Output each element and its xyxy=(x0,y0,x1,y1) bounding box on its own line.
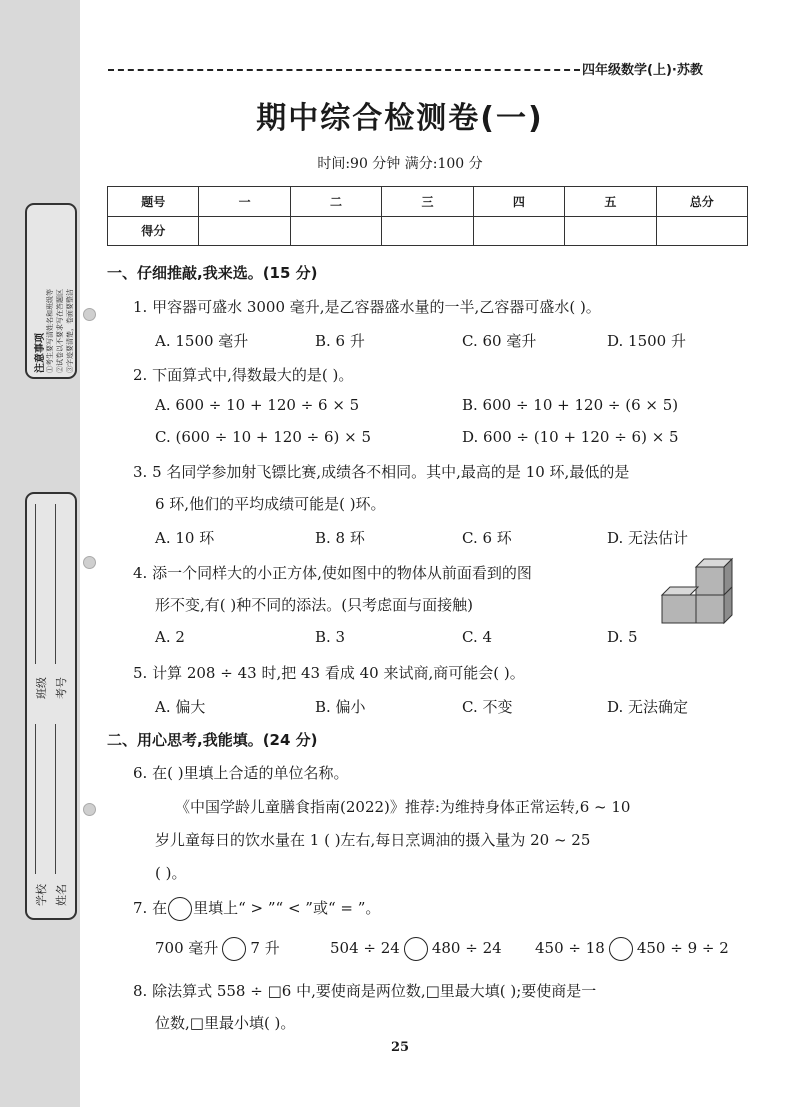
compare-item xyxy=(155,937,280,961)
option: A. 600 ÷ 10 + 120 ÷ 6 × 5 xyxy=(155,396,360,414)
score-cell[interactable] xyxy=(473,216,564,246)
binding-hole xyxy=(83,556,96,569)
option: A. 2 xyxy=(155,628,185,646)
question-stem-part: 里填上“ > ”“ < ”或“ = ”。 xyxy=(193,899,381,917)
column-header: 总分 xyxy=(656,187,747,217)
score-cell[interactable] xyxy=(656,216,747,246)
binding-hole xyxy=(83,308,96,321)
question-stem: 5. 计算 208 ÷ 43 时,把 43 看成 40 来试商,商可能会( )。 xyxy=(133,664,525,682)
option: B. 6 升 xyxy=(315,332,365,350)
option: D. 1500 升 xyxy=(607,332,686,350)
compare-circle[interactable] xyxy=(222,937,246,961)
notes-box xyxy=(25,203,77,379)
compare-left: 700 毫升 xyxy=(155,939,219,957)
column-header: 五 xyxy=(565,187,656,217)
option: C. 不变 xyxy=(462,698,513,716)
section-title: 二、用心思考,我能填。(24 分) xyxy=(107,731,318,749)
option: A. 偏大 xyxy=(155,698,206,716)
note-line: ②试卷以不要求写在答题区 xyxy=(56,289,64,373)
question-stem: 2. 下面算式中,得数最大的是( )。 xyxy=(133,366,354,384)
column-header: 四 xyxy=(473,187,564,217)
cube-figure xyxy=(656,557,736,627)
section-title: 一、仔细推敲,我来选。(15 分) xyxy=(107,264,318,282)
time-and-score: 时间:90 分钟 满分:100 分 xyxy=(317,156,483,172)
row-label: 得分 xyxy=(108,216,199,246)
option: C. 60 毫升 xyxy=(462,332,537,350)
option: D. 无法估计 xyxy=(607,529,689,547)
exam-no-line xyxy=(55,504,56,664)
name-label: 姓名 xyxy=(55,884,68,906)
score-cell[interactable] xyxy=(382,216,473,246)
page-title: 期中综合检测卷(一) xyxy=(256,101,544,136)
class-label: 班级 xyxy=(35,677,48,699)
header-dashed-line xyxy=(108,69,580,71)
option: D. 600 ÷ (10 + 120 ÷ 6) × 5 xyxy=(462,428,679,446)
column-header: 二 xyxy=(290,187,381,217)
notes-title: 注意事项 xyxy=(35,333,46,373)
question-stem-cont: 位数,□里最小填( )。 xyxy=(155,1014,296,1032)
option: B. 3 xyxy=(315,628,346,646)
name-line xyxy=(55,724,56,874)
table-row xyxy=(108,187,748,217)
option: B. 偏小 xyxy=(315,698,366,716)
option: D. 5 xyxy=(607,628,638,646)
note-line: ①考生要写清姓名和班级等 xyxy=(46,289,54,373)
book-label: 四年级数学(上)·苏教 xyxy=(582,63,703,78)
score-cell[interactable] xyxy=(199,216,290,246)
question-stem-part: 7. 在 xyxy=(133,899,168,917)
binding-hole xyxy=(83,803,96,816)
question-stem: 1. 甲容器可盛水 3000 毫升,是乙容器盛水量的一半,乙容器可盛水( )。 xyxy=(133,298,601,316)
compare-left: 504 ÷ 24 xyxy=(330,939,400,957)
option: C. (600 ÷ 10 + 120 ÷ 6) × 5 xyxy=(155,428,372,446)
option: A. 1500 毫升 xyxy=(155,332,249,350)
compare-left: 450 ÷ 18 xyxy=(535,939,605,957)
column-header: 三 xyxy=(382,187,473,217)
question-stem xyxy=(133,897,380,921)
option: C. 6 环 xyxy=(462,529,512,547)
question-stem-cont: 6 环,他们的平均成绩可能是( )环。 xyxy=(155,495,386,513)
option: B. 600 ÷ 10 + 120 ÷ (6 × 5) xyxy=(462,396,679,414)
option: B. 8 环 xyxy=(315,529,365,547)
question-stem: 6. 在( )里填上合适的单位名称。 xyxy=(133,764,349,782)
score-table xyxy=(107,186,748,246)
question-stem: 8. 除法算式 558 ÷ □6 中,要使商是两位数,□里最大填( );要使商是一 xyxy=(133,982,597,1000)
exam-no-label: 考号 xyxy=(55,677,68,699)
compare-circle xyxy=(168,897,192,921)
score-cell[interactable] xyxy=(290,216,381,246)
question-text: 《中国学龄儿童膳食指南(2022)》推荐:为维持身体正常运转,6 ~ 10 xyxy=(175,798,631,816)
score-cell[interactable] xyxy=(565,216,656,246)
option: D. 无法确定 xyxy=(607,698,689,716)
compare-item xyxy=(330,937,502,961)
compare-right: 480 ÷ 24 xyxy=(431,939,502,957)
question-text: ( )。 xyxy=(155,864,187,882)
note-line: ③字迹要清楚，卷面要整洁 xyxy=(66,289,74,373)
question-stem: 4. 添一个同样大的小正方体,使如图中的物体从前面看到的图 xyxy=(133,564,532,582)
compare-circle[interactable] xyxy=(404,937,428,961)
school-line xyxy=(35,724,36,874)
compare-right: 7 升 xyxy=(250,939,280,957)
compare-item xyxy=(535,937,729,961)
student-info-box xyxy=(25,492,77,920)
question-stem: 3. 5 名同学参加射飞镖比赛,成绩各不相同。其中,最高的是 10 环,最低的是 xyxy=(133,463,630,481)
question-text: 岁儿童每日的饮水量在 1 ( )左右,每日烹调油的摄入量为 20 ~ 25 xyxy=(155,831,591,849)
table-row xyxy=(108,216,748,246)
compare-circle[interactable] xyxy=(609,937,633,961)
column-header: 一 xyxy=(199,187,290,217)
question-stem-cont: 形不变,有( )种不同的添法。(只考虑面与面接触) xyxy=(155,596,473,614)
row-label: 题号 xyxy=(108,187,199,217)
school-label: 学校 xyxy=(35,884,48,906)
option: C. 4 xyxy=(462,628,493,646)
compare-right: 450 ÷ 9 ÷ 2 xyxy=(636,939,729,957)
option: A. 10 环 xyxy=(155,529,215,547)
class-line xyxy=(35,504,36,664)
page-number: 25 xyxy=(390,1040,410,1055)
